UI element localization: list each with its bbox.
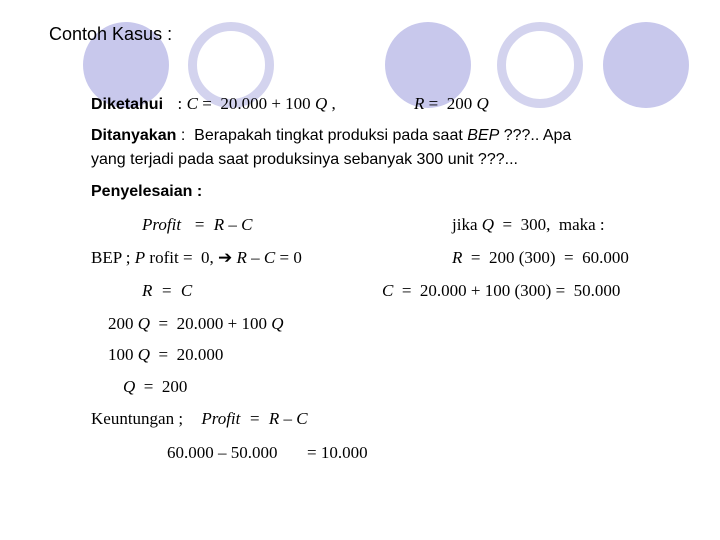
jika-line — [452, 215, 605, 235]
profit-eq — [142, 215, 253, 235]
diketahui-c-q: Q — [314, 94, 328, 113]
r-calc-rest: = 200 (300) = 60.000 — [462, 248, 629, 267]
keuntungan-eq: = R – C — [240, 409, 308, 428]
decor-circle-4 — [497, 22, 583, 108]
profit-eq-rest: = R – C — [181, 215, 253, 234]
jika-post: = 300, maka : — [494, 215, 605, 234]
calc-expr: 60.000 – 50.000 — [167, 443, 278, 462]
diketahui-c-var: C — [186, 94, 198, 113]
keuntungan-line — [91, 409, 308, 429]
slide-title: Contoh Kasus : — [49, 24, 173, 44]
diketahui-comma: , — [327, 94, 336, 113]
step2 — [108, 345, 223, 365]
c-calc-var: C — [382, 281, 394, 300]
ditanyakan-line2: yang terjadi pada saat produksinya sebanyak 300 unit ???... — [91, 151, 518, 168]
bep-p: P — [134, 248, 146, 267]
jika-pre: jika — [452, 215, 482, 234]
diketahui-c-rest: = 20.000 + 100 — [198, 94, 315, 113]
calc-result: = 10.000 — [307, 443, 368, 462]
ditanyakan-label: Ditanyakan — [91, 127, 177, 144]
diketahui-r-expr — [414, 94, 489, 114]
arrow-icon: ➔ — [218, 248, 233, 267]
keuntungan-label: Keuntungan ; — [91, 409, 184, 428]
jika-q: Q — [481, 215, 495, 234]
penyelesaian-label: Penyelesaian : — [91, 183, 203, 200]
diketahui-label: Diketahui — [91, 96, 164, 113]
keuntungan-profit: Profit — [201, 409, 241, 428]
step2-b: = 20.000 — [150, 345, 224, 364]
ditanyakan-text-pre: : Berapakah tingkat produksi pada saat — [176, 127, 468, 144]
step1-a: 200 — [108, 314, 138, 333]
step1-q2: Q — [271, 314, 284, 333]
decor-circle-5 — [603, 22, 689, 108]
diketahui-r-rest: = 200 — [424, 94, 477, 113]
r-calc-var: R — [452, 248, 463, 267]
bep-prefix: BEP ; — [91, 248, 135, 267]
step2-q: Q — [137, 345, 151, 364]
diketahui-r-q: Q — [476, 94, 489, 113]
profit-word: Profit — [142, 215, 182, 234]
bep-rofit: rofit — [145, 248, 179, 267]
r-calc-line — [452, 248, 629, 268]
ditanyakan-line1 — [91, 127, 571, 145]
ditanyakan-text-post: ???.. Apa — [499, 127, 572, 144]
diketahui-r-var: R — [414, 94, 425, 113]
bep-line — [91, 248, 302, 268]
r-equals-c: R = C — [142, 281, 193, 300]
step1 — [108, 314, 284, 334]
step3 — [123, 377, 187, 397]
bep-zero: = 0 — [275, 248, 302, 267]
c-calc-line — [382, 281, 620, 301]
bep-rc: R – C — [232, 248, 276, 267]
step1-b: = 20.000 + 100 — [150, 314, 272, 333]
diketahui-colon: : — [177, 94, 183, 113]
step3-b: = 200 — [135, 377, 188, 396]
diketahui-line — [91, 94, 336, 114]
step2-a: 100 — [108, 345, 138, 364]
step3-q: Q — [123, 377, 136, 396]
c-calc-rest: = 20.000 + 100 (300) = 50.000 — [393, 281, 621, 300]
step1-q: Q — [137, 314, 151, 333]
bep-eq: = 0, — [178, 248, 219, 267]
ditanyakan-bep: BEP — [467, 127, 500, 144]
